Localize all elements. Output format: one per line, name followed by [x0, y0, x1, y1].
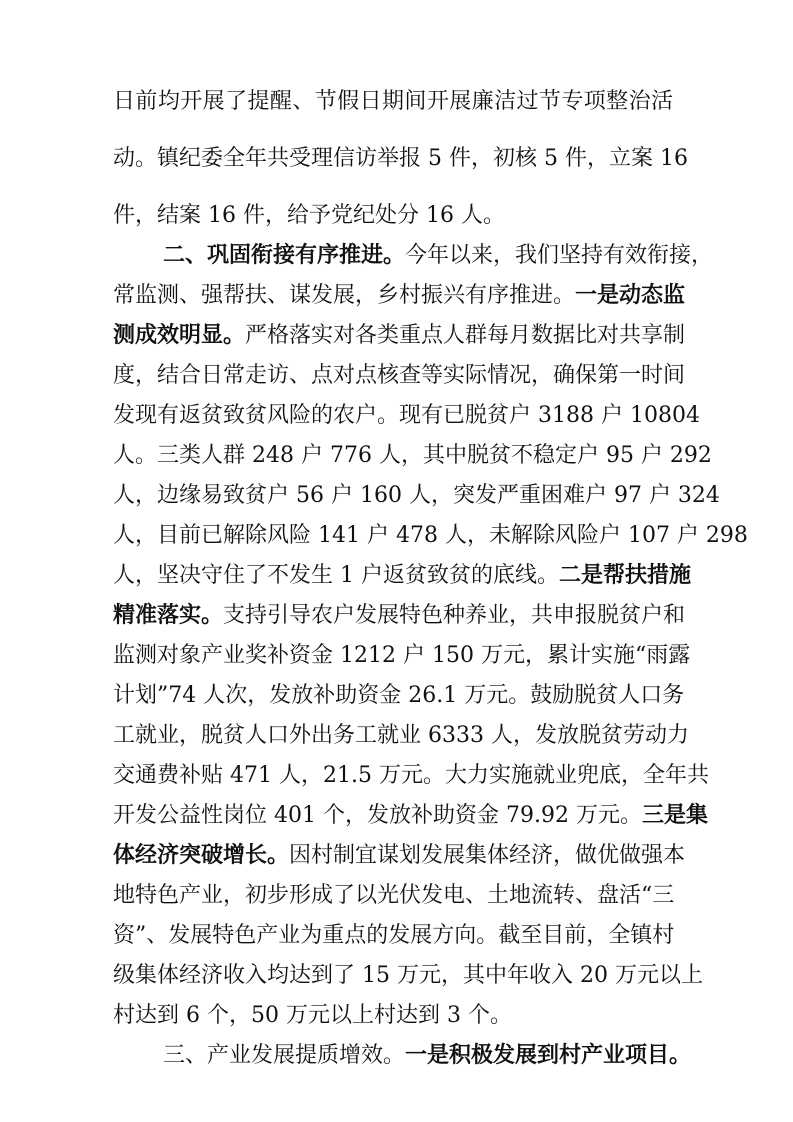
text-line-18 — [113, 796, 708, 836]
section-heading: 二、巩固衔接有序推进。 — [163, 243, 406, 268]
text-line-8 — [113, 396, 700, 436]
text-segment: 动。镇纪委全年共受理信访举报 5 件，初核 5 件，立案 16 — [113, 146, 688, 171]
text-segment: 人，坚决守住了不发生 1 户返贫致贫的底线。 — [113, 563, 559, 588]
text-segment: 支持引导农户发展特色种养业，共申报脱贫户和 — [223, 603, 686, 628]
text-line-13 — [113, 596, 686, 636]
text-segment: 件，结案 16 件，给予党纪处分 16 人。 — [113, 203, 505, 228]
bold-heading: 二是帮扶措施 — [559, 563, 692, 588]
text-line-10 — [113, 476, 720, 516]
text-line-2 — [113, 139, 688, 179]
text-segment: 资”、发展特色产业为重点的发展方向。截至目前，全镇村 — [113, 923, 675, 948]
text-line-24 — [163, 1036, 692, 1076]
text-line-12 — [113, 556, 692, 596]
text-line-17 — [113, 756, 709, 796]
text-segment: 级集体经济收入均达到了 15 万元，其中年收入 20 万元以上 — [113, 963, 703, 988]
text-segment: 今年以来，我们坚持有效衔接， — [405, 243, 714, 268]
bold-heading: 三是集 — [641, 803, 708, 828]
bold-heading: 测成效明显。 — [113, 323, 246, 348]
text-line-22 — [113, 956, 703, 996]
text-line-15 — [113, 676, 685, 716]
text-line-4 — [163, 236, 714, 276]
text-segment: 地特色产业，初步形成了以光伏发电、土地流转、盘活“三 — [113, 883, 675, 908]
text-line-21 — [113, 916, 673, 956]
text-segment: 村达到 6 个，50 万元以上村达到 3 个。 — [113, 1003, 512, 1028]
text-line-7 — [113, 356, 686, 396]
text-segment: 常监测、强帮扶、谋发展，乡村振兴有序推进。 — [113, 283, 576, 308]
text-segment: 监测对象产业奖补资金 1212 户 150 万元，累计实施“雨露 — [113, 643, 691, 668]
text-segment: 工就业，脱贫人口外出务工就业 6333 人，发放脱贫劳动力 — [113, 723, 689, 748]
bold-heading: 一是动态监 — [575, 283, 686, 308]
text-segment: 因村制宜谋划发展集体经济，做优做强本 — [289, 843, 686, 868]
text-segment: 度，结合日常走访、点对点核查等实际情况，确保第一时间 — [113, 363, 686, 388]
text-segment: 开发公益性岗位 401 个，发放补助资金 79.92 万元。 — [113, 803, 642, 828]
text-line-1 — [113, 82, 673, 122]
text-segment: 严格落实对各类重点人群每月数据比对共享制 — [245, 323, 686, 348]
text-segment: 交通费补贴 471 人，21.5 万元。大力实施就业兜底，全年共 — [113, 763, 709, 788]
text-line-14 — [113, 636, 691, 676]
text-segment: 人，边缘易致贫户 56 户 160 人，突发严重困难户 97 户 324 — [113, 483, 720, 508]
bold-heading: 体经济突破增长。 — [113, 843, 290, 868]
text-segment: 计划”74 人次，发放补助资金 26.1 万元。鼓励脱贫人口务 — [113, 683, 685, 708]
text-segment: 日前均开展了提醒、节假日期间开展廉洁过节专项整治活 — [113, 89, 673, 114]
section-heading: 三、产业发展提质增效。 — [163, 1043, 406, 1068]
text-line-5 — [113, 276, 686, 316]
bold-heading: 精准落实。 — [113, 603, 224, 628]
text-line-11 — [113, 516, 748, 556]
text-segment: 发现有返贫致贫风险的农户。现有已脱贫户 3188 户 10804 — [113, 403, 700, 428]
text-segment: 人。三类人群 248 户 776 人，其中脱贫不稳定户 95 户 292 — [113, 443, 712, 468]
text-line-23 — [113, 996, 673, 1036]
text-line-3 — [113, 196, 673, 236]
text-line-20 — [113, 876, 673, 916]
text-line-9 — [113, 436, 712, 476]
text-segment: 人，目前已解除风险 141 户 478 人，未解除风险户 107 户 298 — [113, 523, 748, 548]
bold-heading: 一是积极发展到村产业项目。 — [405, 1043, 692, 1068]
text-line-6 — [113, 316, 686, 356]
text-line-19 — [113, 836, 686, 876]
text-line-16 — [113, 716, 689, 756]
